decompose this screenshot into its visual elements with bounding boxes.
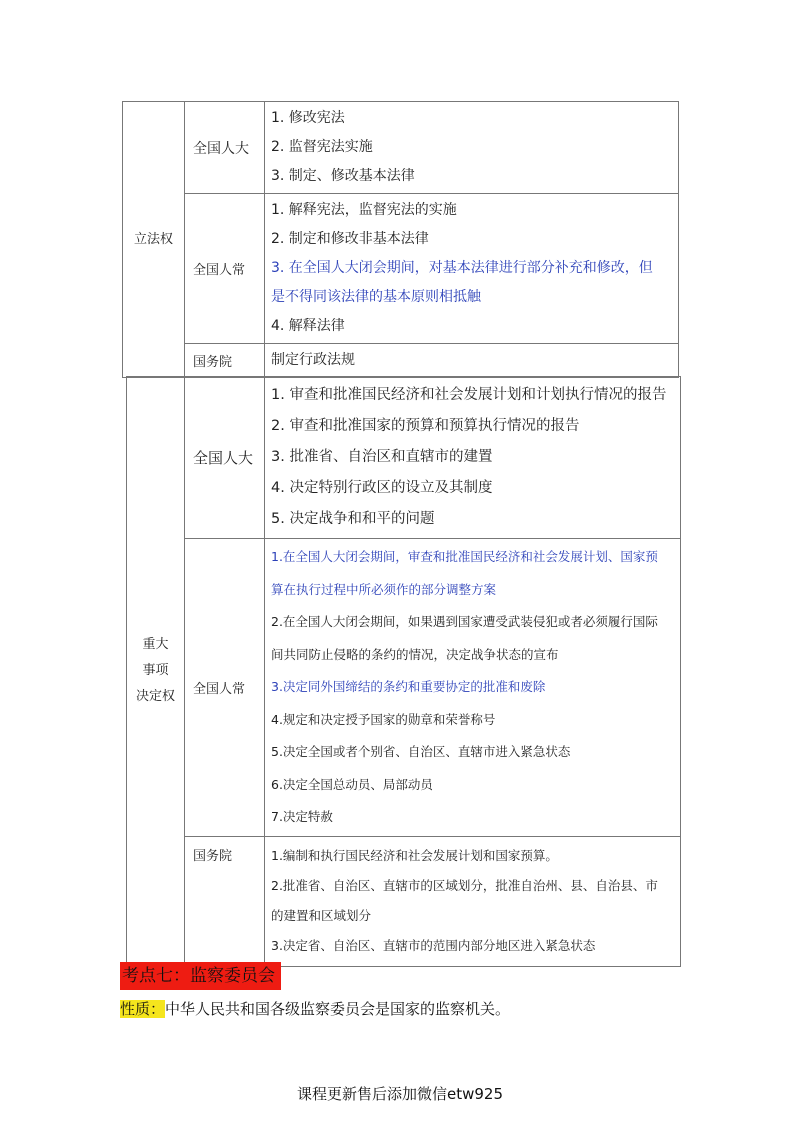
power-item: 3. 制定、修改基本法律 xyxy=(271,168,415,184)
power-item: 间共同防止侵略的条约的情况，决定战争状态的宣布 xyxy=(271,646,559,662)
body-npc xyxy=(185,377,265,539)
power-item-highlighted: 3. 在全国人大闭会期间，对基本法律进行部分补充和修改，但 xyxy=(271,260,653,276)
nature-label: 性质： xyxy=(120,1000,166,1018)
power-item: 7.决定特赦 xyxy=(271,809,333,824)
footer-note: 课程更新售后添加微信etw925 xyxy=(296,1085,503,1103)
category-label: 决定权 xyxy=(135,689,175,705)
power-item: 制定行政法规 xyxy=(271,352,355,368)
power-list-npc xyxy=(265,377,681,539)
power-item-highlighted: 3.决定同外国缔结的条约和重要协定的批准和废除 xyxy=(271,679,546,694)
power-item: 4. 决定特别行政区的设立及其制度 xyxy=(271,480,493,496)
body-label: 国务院 xyxy=(193,355,233,370)
power-item: 1.编制和执行国民经济和社会发展计划和国家预算。 xyxy=(271,848,558,863)
power-list-npcsc xyxy=(265,194,679,344)
body-label: 全国人大 xyxy=(193,449,254,467)
major-decision-power-table xyxy=(126,376,681,967)
power-item: 5. 决定战争和和平的问题 xyxy=(271,511,435,527)
category-label: 立法权 xyxy=(133,231,173,247)
power-item: 2. 制定和修改非基本法律 xyxy=(271,231,429,247)
body-state-council xyxy=(185,836,265,966)
power-list-npc xyxy=(265,102,679,194)
power-item: 2.批准省、自治区、直辖市的区域划分，批准自治州、县、自治县、市 xyxy=(271,878,658,893)
body-npcsc xyxy=(185,539,265,837)
body-state-council xyxy=(185,344,265,378)
power-list-state-council xyxy=(265,836,681,966)
body-label: 国务院 xyxy=(193,848,233,864)
power-list-state-council xyxy=(265,344,679,378)
power-item: 1. 解释宪法，监督宪法的实施 xyxy=(271,202,457,218)
power-item: 6.决定全国总动员、局部动员 xyxy=(271,776,433,792)
power-item: 的建置和区域划分 xyxy=(271,908,372,923)
power-item-highlighted: 算在执行过程中所必须作的部分调整方案 xyxy=(271,581,497,597)
power-item-highlighted: 1.在全国人大闭会期间，审查和批准国民经济和社会发展计划、国家预 xyxy=(271,549,658,564)
power-item: 2. 监督宪法实施 xyxy=(271,139,373,155)
category-label: 事项 xyxy=(142,663,169,679)
power-item: 2. 审查和批准国家的预算和预算执行情况的报告 xyxy=(271,418,580,434)
power-item: 3.决定省、自治区、直辖市的范围内部分地区进入紧急状态 xyxy=(271,938,596,953)
legislative-power-table xyxy=(122,101,679,378)
category-label: 重大 xyxy=(142,637,169,653)
power-item: 3. 批准省、自治区和直辖市的建置 xyxy=(271,449,493,465)
power-list-npcsc xyxy=(265,539,681,837)
power-item: 1. 审查和批准国民经济和社会发展计划和计划执行情况的报告 xyxy=(271,387,667,403)
category-major-decision-power xyxy=(127,377,185,967)
power-item: 2.在全国人大闭会期间，如果遇到国家遭受武装侵犯或者必须履行国际 xyxy=(271,614,658,629)
section-heading: 考点七：监察委员会 xyxy=(120,962,281,990)
category-legislative-power xyxy=(123,102,185,378)
body-label: 全国人常 xyxy=(193,263,246,278)
nature-text: 中华人民共和国各级监察委员会是国家的监察机关。 xyxy=(165,1000,511,1018)
power-item: 4. 解释法律 xyxy=(271,318,345,334)
power-item: 4.规定和决定授予国家的勋章和荣誉称号 xyxy=(271,711,496,727)
body-npcsc xyxy=(185,194,265,344)
body-label: 全国人常 xyxy=(193,681,246,697)
body-label: 全国人大 xyxy=(193,140,249,157)
power-item: 1. 修改宪法 xyxy=(271,110,345,126)
power-item: 5.决定全国或者个别省、自治区、直辖市进入紧急状态 xyxy=(271,744,571,759)
nature-statement xyxy=(120,998,510,1020)
body-npc xyxy=(185,102,265,194)
power-item-highlighted: 是不得同该法律的基本原则相抵触 xyxy=(271,289,481,305)
